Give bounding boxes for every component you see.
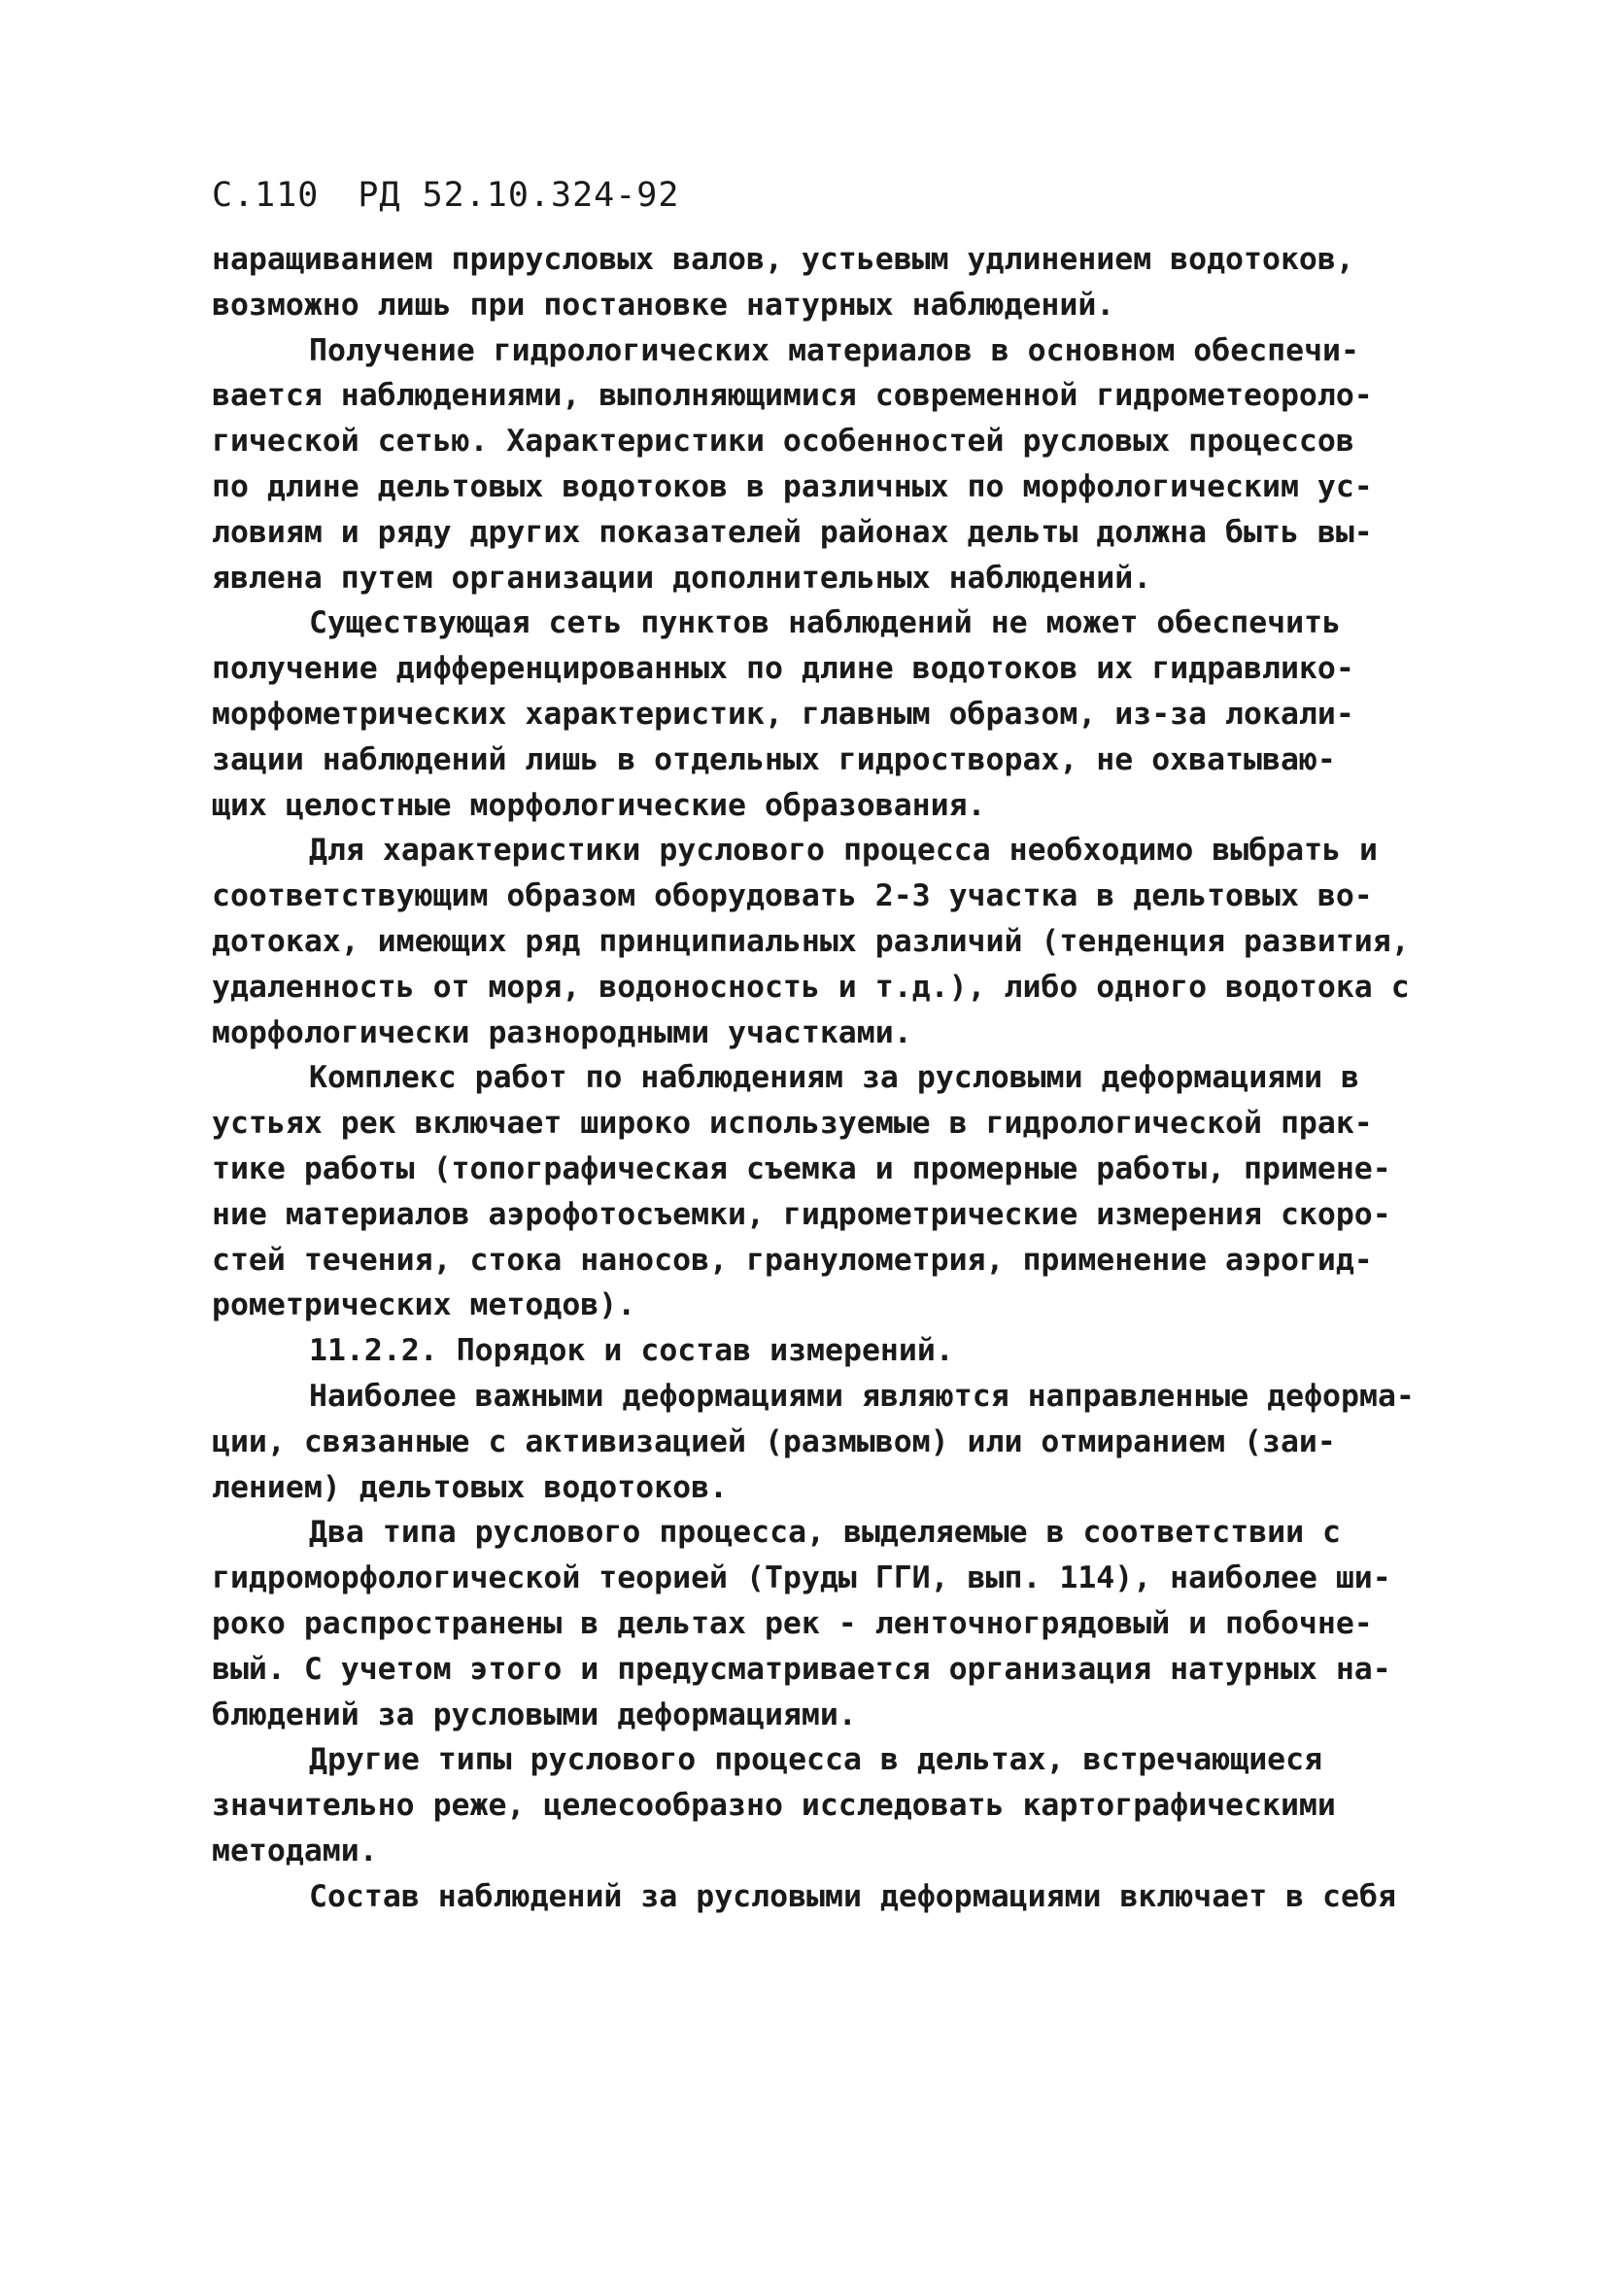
text-line: значительно реже, целесообразно исследовать картографическими	[212, 1788, 1336, 1824]
text-line: гидроморфологической теорией (Труды ГГИ, вып. 114), наиболее ши-	[212, 1560, 1391, 1596]
text-line: ние материалов аэрофотосъемки, гидрометрические измерения скоро-	[212, 1196, 1391, 1232]
text-line: ции, связанные с активизацией (размывом) или отмиранием (заи-	[212, 1423, 1336, 1459]
text-line: морфометрических характеристик, главным образом, из-за локали-	[212, 696, 1354, 732]
page-number: С.110	[212, 176, 320, 215]
text-line: 11.2.2. Порядок и состав измерений.	[309, 1333, 954, 1369]
text-line: Для характеристики руслового процесса необходимо выбрать и	[309, 833, 1378, 869]
text-line: явлена путем организации дополнительных наблюдений.	[212, 560, 1152, 596]
text-line: устьях рек включает широко используемые в гидрологической прак-	[212, 1106, 1373, 1142]
text-line: получение дифференцированных по длине водотоков их гидравлико-	[212, 651, 1354, 687]
text-line: Другие типы руслового процесса в дельтах, встречающиеся	[309, 1742, 1323, 1778]
text-line: морфологически разнородными участками.	[212, 1014, 912, 1050]
text-line: лением) дельтовых водотоков.	[212, 1469, 729, 1505]
text-line: дотоках, имеющих ряд принципиальных различий (тенденция развития,	[212, 923, 1410, 959]
text-line: Состав наблюдений за русловыми деформациями включает в себя	[309, 1878, 1396, 1914]
text-line: Наиболее важными деформациями являются направленные деформа-	[309, 1378, 1415, 1414]
text-line: Два типа руслового процесса, выделяемые в соответствии с	[309, 1515, 1342, 1551]
text-line: вается наблюдениями, выполняющимися современной гидрометеороло-	[212, 378, 1373, 414]
page-header	[212, 173, 679, 218]
text-line: Существующая сеть пунктов наблюдений не может обеспечить	[309, 605, 1342, 641]
text-line: удаленность от моря, водоносность и т.д.), либо одного водотока с	[212, 969, 1410, 1005]
text-line: наращиванием прирусловых валов, устьевым удлинением водотоков,	[212, 242, 1354, 277]
text-line: щих целостные морфологические образования.	[212, 787, 986, 823]
text-line: методами.	[212, 1833, 378, 1868]
text-line: вый. С учетом этого и предусматривается организация натурных на-	[212, 1651, 1391, 1687]
text-line: Получение гидрологических материалов в основном обеспечи-	[309, 332, 1359, 368]
text-line: Комплекс работ по наблюдениям за русловыми деформациями в	[309, 1060, 1359, 1096]
text-line: соответствующим образом оборудовать 2-3 участка в дельтовых во-	[212, 878, 1373, 914]
text-line: рометрических методов).	[212, 1287, 636, 1323]
text-line: стей течения, стока наносов, гранулометрия, применение аэрогид-	[212, 1242, 1373, 1278]
text-line: блюдений за русловыми деформациями.	[212, 1696, 857, 1732]
text-line: зации наблюдений лишь в отдельных гидростворах, не охватываю-	[212, 741, 1336, 777]
text-line: роко распространены в дельтах рек - ленточногрядовый и побочне-	[212, 1605, 1373, 1641]
document-code: РД 52.10.324-92	[358, 176, 680, 215]
text-line: гической сетью. Характеристики особенностей русловых процессов	[212, 424, 1354, 460]
text-line: по длине дельтовых водотоков в различных по морфологическим ус-	[212, 468, 1373, 504]
text-line: возможно лишь при постановке натурных наблюдений.	[212, 287, 1115, 323]
text-line: ловиям и ряду других показателей районах дельты должна быть вы-	[212, 514, 1373, 550]
text-line: тике работы (топографическая съемка и промерные работы, примене-	[212, 1150, 1391, 1186]
body-text	[212, 237, 1465, 1919]
